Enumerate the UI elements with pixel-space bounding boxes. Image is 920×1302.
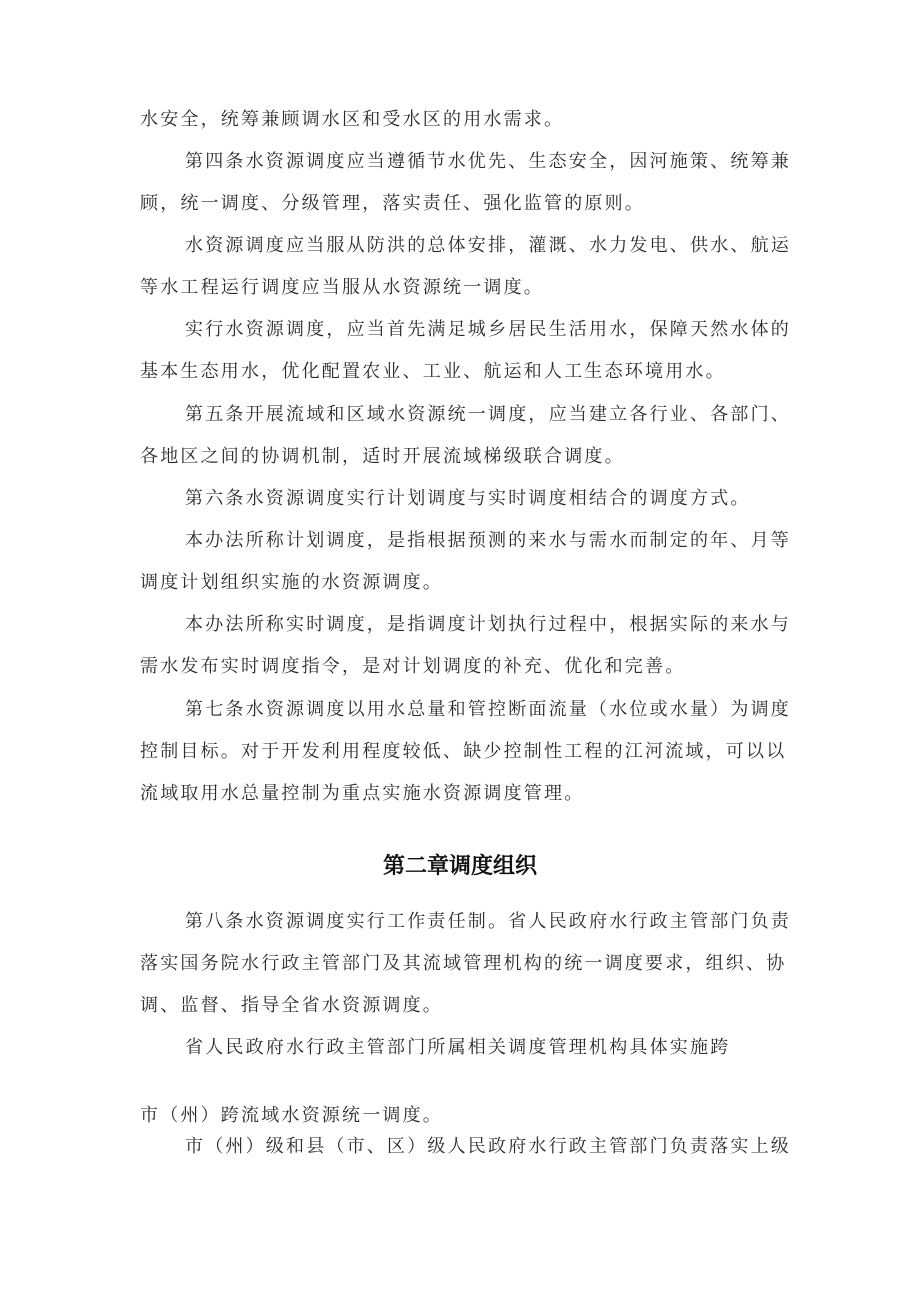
paragraph-line: 市（州）跨流域水资源统一调度。 — [140, 1105, 443, 1126]
paragraph-line: 等水工程运行调度应当服从水资源统一调度。 — [140, 277, 544, 298]
paragraph-line: 水安全，统筹兼顾调水区和受水区的用水需求。 — [140, 109, 565, 130]
article-7-line: 第七条水资源调度以用水总量和管控断面流量（水位或水量）为调度 — [185, 699, 791, 720]
article-4-line: 第四条水资源调度应当遵循节水优先、生态安全，因河施策、统筹兼 — [185, 151, 791, 172]
chapter-title: 第二章调度组织 — [382, 854, 537, 879]
paragraph-line: 流域取用水总量控制为重点实施水资源调度管理。 — [140, 783, 585, 804]
paragraph-line: 本办法所称计划调度，是指根据预测的来水与需水而制定的年、月等 — [185, 530, 791, 551]
paragraph-line: 各地区之间的协调机制，适时开展流域梯级联合调度。 — [140, 446, 625, 467]
paragraph-line: 市（州）级和县（市、区）级人民政府水行政主管部门负责落实上级 — [185, 1136, 791, 1157]
paragraph-line: 顾，统一调度、分级管理，落实责任、强化监管的原则。 — [140, 193, 645, 214]
article-6-line: 第六条水资源调度实行计划调度与实时调度相结合的调度方式。 — [185, 488, 751, 509]
paragraph-line: 省人民政府水行政主管部门所属相关调度管理机构具体实施跨 — [185, 1037, 731, 1058]
article-5-line: 第五条开展流域和区域水资源统一调度，应当建立各行业、各部门、 — [185, 404, 791, 425]
paragraph-line: 实行水资源调度，应当首先满足城乡居民生活用水，保障天然水体的 — [185, 319, 791, 340]
paragraph-line: 调、监督、指导全省水资源调度。 — [140, 995, 443, 1016]
paragraph-line: 基本生态用水，优化配置农业、工业、航运和人工生态环境用水。 — [140, 361, 726, 382]
paragraph-line: 控制目标。对于开发利用程度较低、缺少控制性工程的江河流域，可以以 — [140, 741, 787, 762]
article-8-line: 第八条水资源调度实行工作责任制。省人民政府水行政主管部门负责 — [185, 911, 791, 932]
paragraph-line: 调度计划组织实施的水资源调度。 — [140, 572, 443, 593]
paragraph-line: 需水发布实时调度指令，是对计划调度的补充、优化和完善。 — [140, 656, 686, 677]
paragraph-line: 落实国务院水行政主管部门及其流域管理机构的统一调度要求，组织、协 — [140, 953, 787, 974]
paragraph-line: 本办法所称实时调度，是指调度计划执行过程中，根据实际的来水与 — [185, 614, 791, 635]
paragraph-line: 水资源调度应当服从防洪的总体安排，灌溉、水力发电、供水、航运 — [185, 235, 791, 256]
